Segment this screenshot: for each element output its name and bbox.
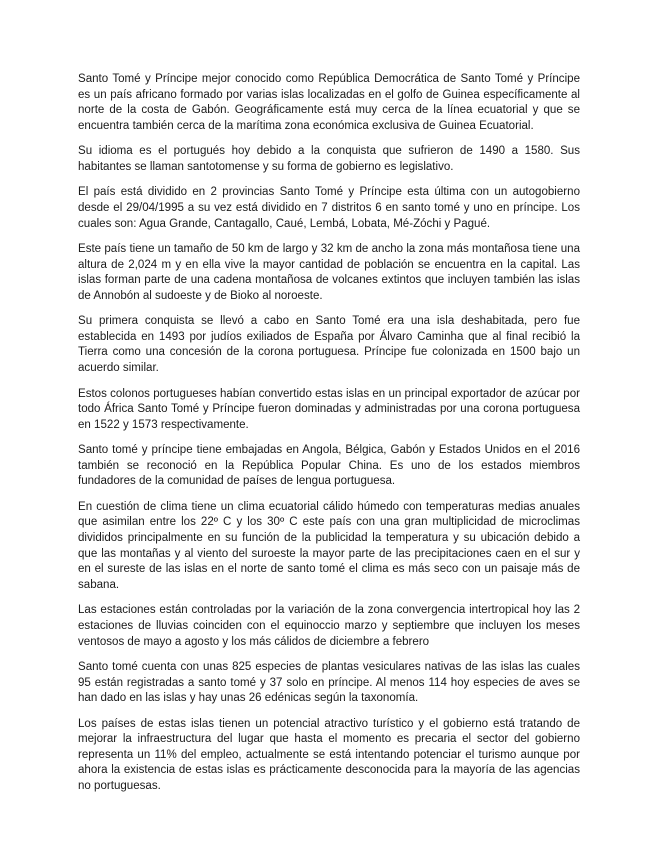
paragraph-conquest: Su primera conquista se llevó a cabo en Santo Tomé era una isla deshabitada, pero fue establecida en 1493 por judíos exiliados de España por Álvaro Caminha que al final recibió la Tierra como una concesión de la corona portuguesa. Príncipe fue colonizada en 1500 bajo un acuerdo similar. xyxy=(78,315,580,375)
paragraph-tourism: Los países de estas islas tienen un potencial atractivo turístico y el gobierno está tratando de mejorar la infraestructura del lugar que hasta el momento es precaria el sector del gobierno representa un 11% del empleo, actualmente se está intentando potenciar el turismo aunque por ahora la existencia de estas islas es prácticamente desconocida para la mayoría de las agencias no portuguesas. xyxy=(78,717,580,793)
paragraph-climate: En cuestión de clima tiene un clima ecuatorial cálido húmedo con temperaturas medias anuales que asimilan entre los 22º C y los 30º C este país con una gran multiplicidad de microclimas divididos principalmente en su función de la publicidad la temperatura y su ubicación debido a que las montañas y al viento del suroeste la mayor parte de las precipitaciones caen en el sur y en el sureste de las islas en el norte de santo tomé el clima es más seco con un paisaje más de sabana. xyxy=(78,500,580,591)
paragraph-language: Su idioma es el portugués hoy debido a la conquista que sufrieron de 1490 a 1580. Sus habitantes se llaman santotomense y su forma de gobierno es legislativo. xyxy=(78,145,580,173)
paragraph-geography: Este país tiene un tamaño de 50 km de largo y 32 km de ancho la zona más montañosa tiene una altura de 2,024 m y en ella vive la mayor cantidad de población se encuentra en la capital. Las islas forman parte de una cadena montañosa de volcanes extintos que incluyen también las islas de Annobón al sudoeste y de Bioko al noroeste. xyxy=(78,243,580,302)
paragraph-flora-fauna: Santo tomé cuenta con unas 825 especies de plantas vesiculares nativas de las islas las cuales 95 están registradas a santo tomé y 37 solo en príncipe. Al menos 114 hoy especies de aves se han dado en las islas y hay unas 26 edénicas según la taxonomía. xyxy=(78,661,580,705)
paragraph-seasons: Las estaciones están controladas por la variación de la zona convergencia intertropical hoy las 2 estaciones de lluvias coinciden con el equinoccio marzo y septiembre que incluyen los meses ventosos de mayo a agosto y los más cálidos de diciembre a febrero xyxy=(78,604,580,648)
paragraph-intro: Santo Tomé y Príncipe mejor conocido como República Democrática de Santo Tomé y Príncipe es un país africano formado por varias islas localizadas en el golfo de Guinea específicamente al norte de la costa de Gabón. Geográficamente está muy cerca de la línea ecuatorial y que se encuentra también cerca de la marítima zona económica exclusiva de Guinea Ecuatorial. xyxy=(78,73,580,132)
paragraph-embassies: Santo tomé y príncipe tiene embajadas en Angola, Bélgica, Gabón y Estados Unidos en el 2016 también se reconoció en la República Popular China. Es uno de los estados miembros fundadores de la comunidad de países de lengua portuguesa. xyxy=(78,444,580,488)
paragraph-colonists: Estos colonos portugueses habían convertido estas islas en un principal exportador de azúcar por todo África Santo Tomé y Príncipe fueron dominadas y administradas por una corona portuguesa en 1522 y 1573 respectivamente. xyxy=(78,387,580,431)
paragraph-provinces: El país está dividido en 2 provincias Santo Tomé y Príncipe esta última con un autogobierno desde el 29/04/1995 a su vez está dividido en 7 distritos 6 en santo tomé y uno en príncipe. Los cuales son: Agua Grande, Cantagallo, Caué, Lembá, Lobata, Mé-Zóchi y Pagué. xyxy=(78,186,580,230)
document-page xyxy=(78,72,580,805)
